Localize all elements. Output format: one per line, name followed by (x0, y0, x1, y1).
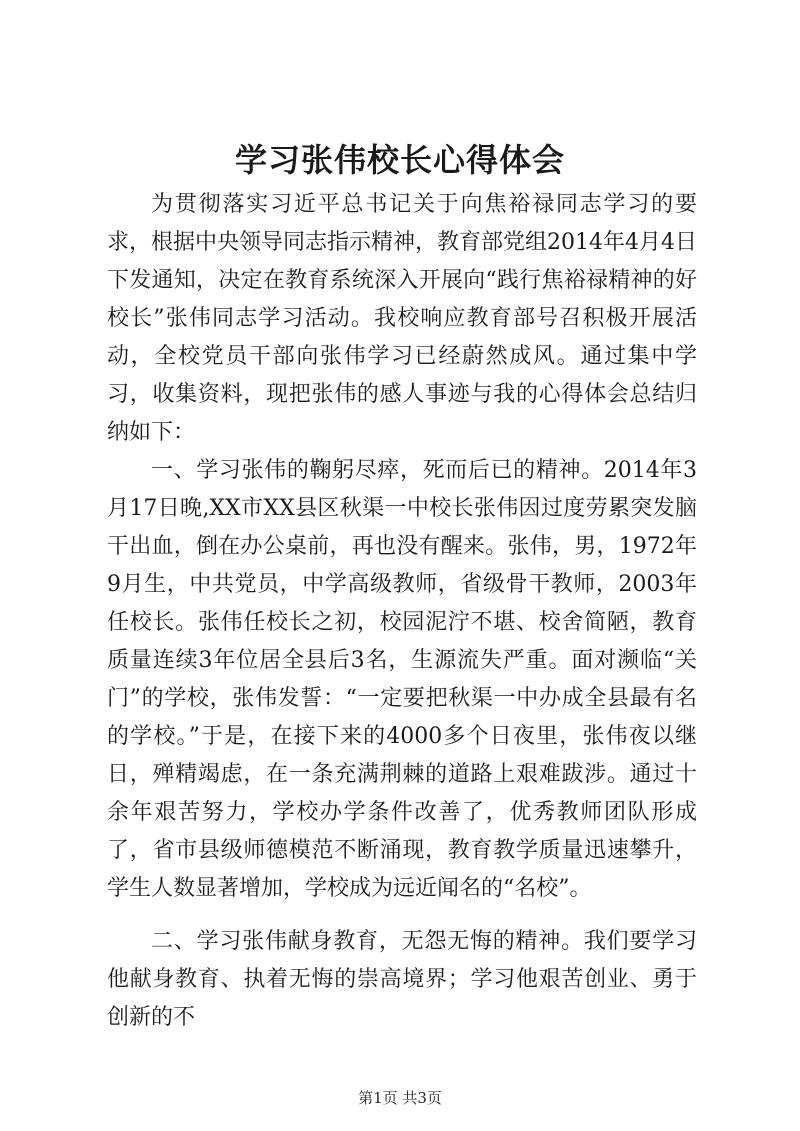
paragraph-section-1: 一、学习张伟的鞠躬尽瘁，死而后已的精神。2014年3月17日晚,XX市XX县区秋渠一中校长张伟因过度劳累突发脑干出血，倒在办公桌前，再也没有醒来。张伟，男，1972年9月生，中共党员，中学高级教师，省级骨干教师，2003年任校长。张伟任校长之初，校园泥泞不堪、校舍简陋，教育质量连续3年位居全县后3名，生源流失严重。面对濒临“关门”的学校，张伟发誓：“一定要把秋渠一中办成全县最有名的学校。”于是，在接下来的4000多个日夜里，张伟夜以继日，殚精竭虑，在一条充满荆棘的道路上艰难跋涉。通过十余年艰苦努力，学校办学条件改善了，优秀教师团队形成了，省市县级师德模范不断涌现，教育教学质量迅速攀升，学生人数显著增加，学校成为远近闻名的“名校”。 (107, 458, 697, 901)
paragraph-section-2: 二、学习张伟献身教育，无怨无悔的精神。我们要学习他献身教育、执着无悔的崇高境界；学习他艰苦创业、勇于创新的不 (107, 929, 697, 1030)
page-footer: 第1页 共3页 (358, 1089, 442, 1107)
document-title: 学习张伟校长心得体会 (234, 141, 565, 179)
document-body (107, 186, 697, 1037)
paragraph-intro: 为贯彻落实习近平总书记关于向焦裕禄同志学习的要求，根据中央领导同志指示精神，教育部党组2014年4月4日下发通知，决定在教育系统深入开展向“践行焦裕禄精神的好校长”张伟同志学习活动。我校响应教育部号召积极开展活动，全校党员干部向张伟学习已经蔚然成风。通过集中学习，收集资料，现把张伟的感人事迹与我的心得体会总结归纳如下： (107, 192, 697, 445)
